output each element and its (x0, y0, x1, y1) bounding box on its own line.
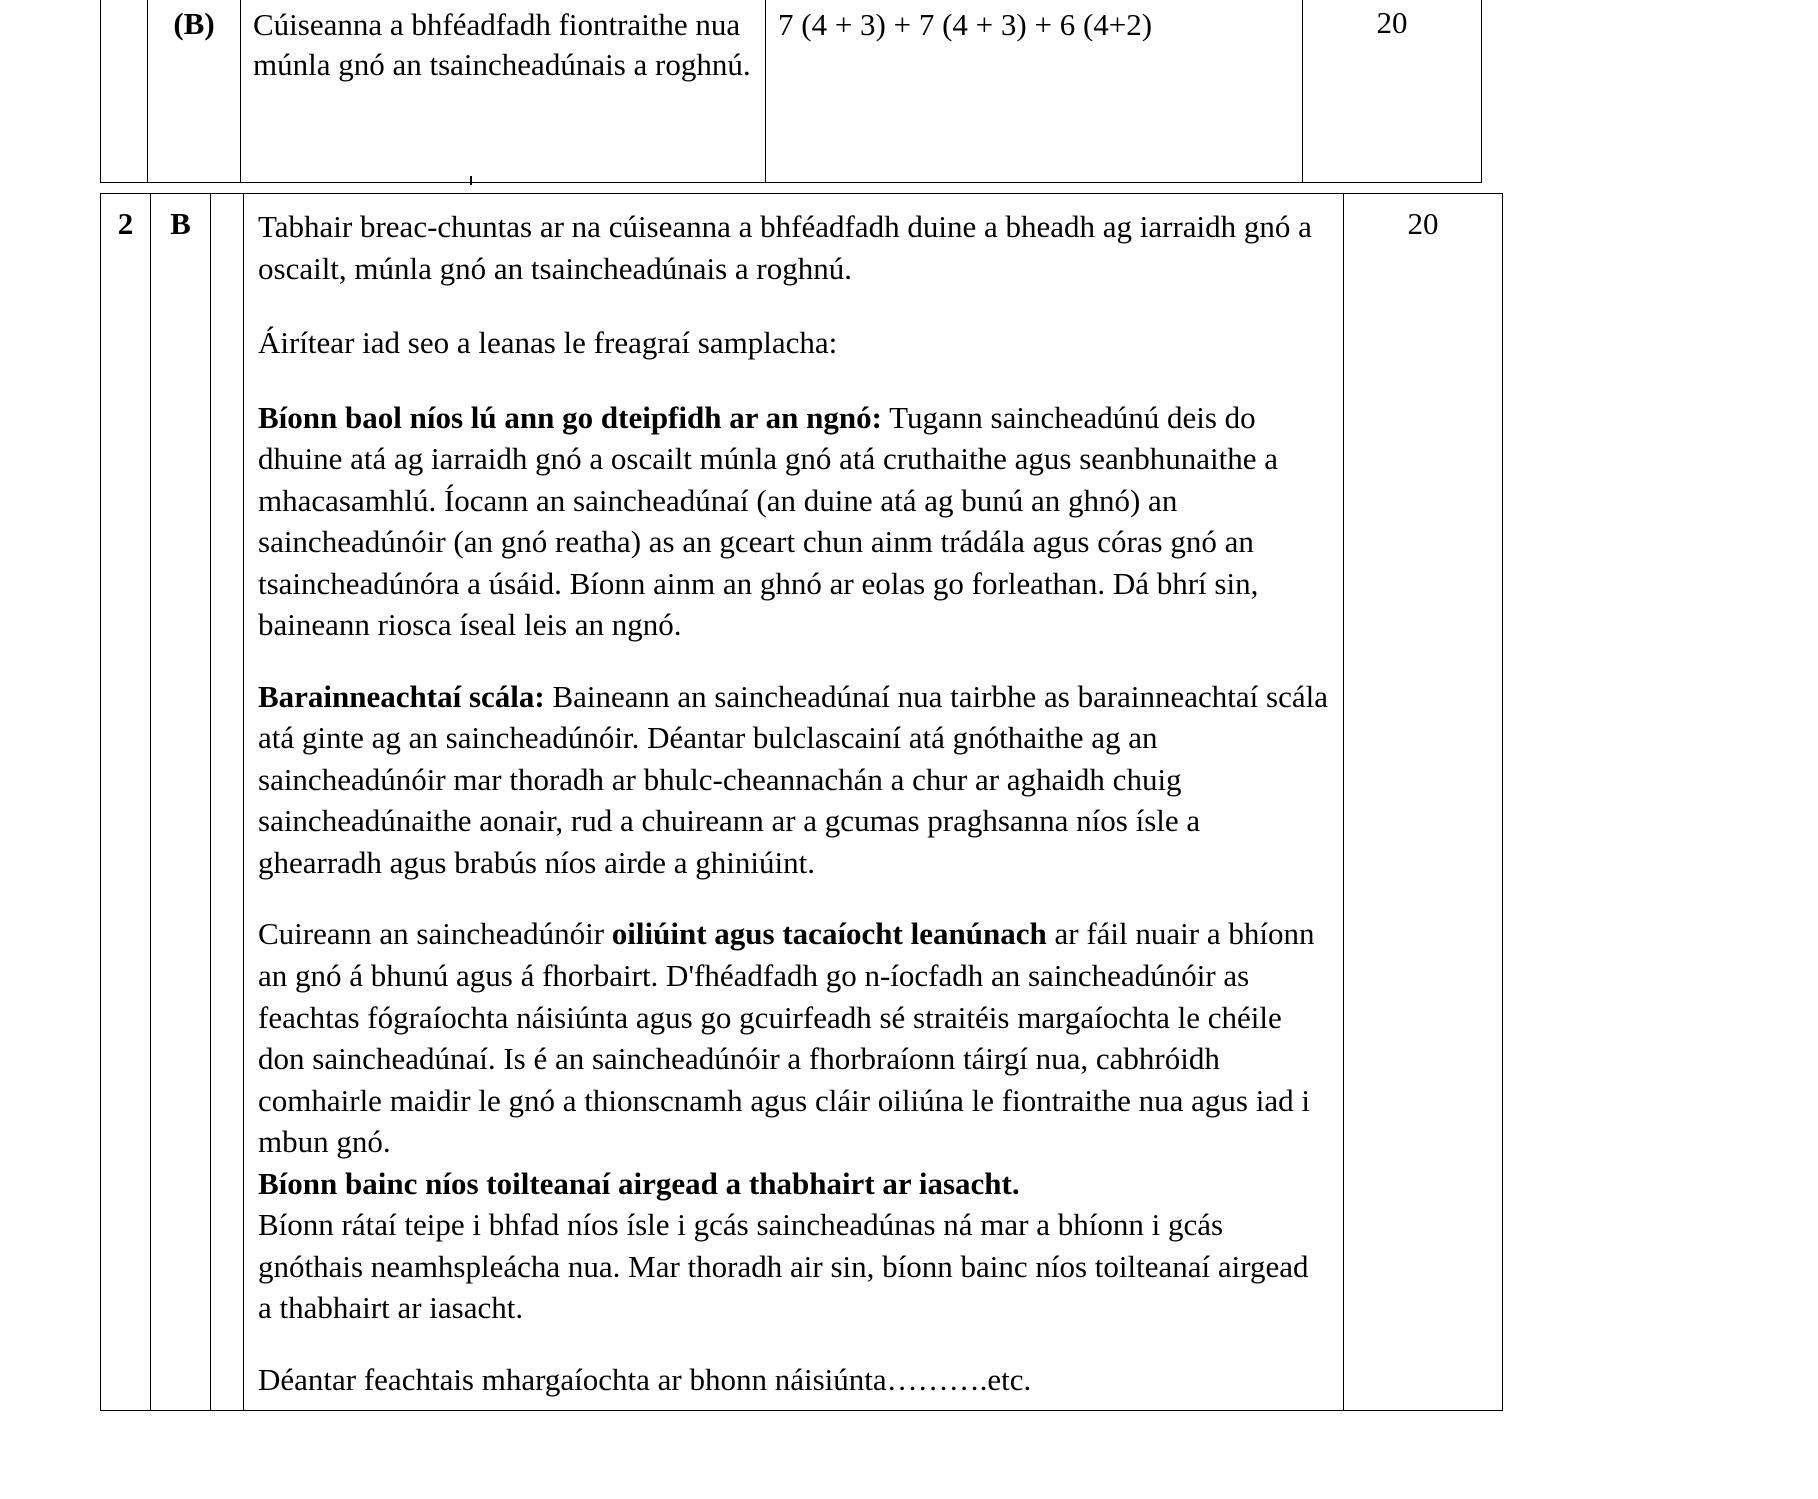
part-description: Cúiseanna a bhféadfadh fiontraithe nua múnla gnó an tsaincheadúnais a roghnú. (253, 7, 751, 83)
marking-scheme-table-main (100, 193, 1503, 1411)
point-2-heading: Barainneachtaí scála: (258, 678, 545, 714)
top-row-formula-cell (766, 0, 1303, 183)
spacer (258, 1329, 1329, 1359)
answer-content (244, 194, 1343, 1410)
point-1-body: Tugann saincheadúnú deis do dhuine atá ag iarraidh gnó a oscailt múnla gnó atá cruthaithe agus seanbhunaithe a mhacasamhlú. Íocann an saincheadúnaí (an duine atá ag bunú an ghnó) an saincheadúnóir (an gnó reatha) as an gceart chun ainm trádála agus córas gnó an tsaincheadúnóra a úsáid. Bíonn ainm an ghnó ar eolas go forleathan. Dá bhrí sin, baineann riosca íseal leis an ngnó. (258, 399, 1279, 643)
question-number-cell (101, 194, 151, 1411)
answer-point-2 (258, 676, 1329, 884)
answer-point-4-body: Bíonn rátaí teipe i bhfad níos ísle i gcás saincheadúnas ná mar a bhíonn i gcás gnóthais neamhspleácha nua. Mar thoradh air sin, bíonn bainc níos toilteanaí airgead a thabhairt ar iasacht. (258, 1207, 1309, 1326)
stray-mark (470, 176, 472, 185)
marking-scheme-table-top (100, 0, 1482, 183)
top-row-marks-cell (1303, 0, 1482, 183)
answer-point-4-heading (258, 1163, 1329, 1205)
question-part-cell (151, 194, 211, 1411)
question-intro: Tabhair breac-chuntas ar na cúiseanna a bhféadfadh duine a bheadh ag iarraidh gnó a oscailt, múnla gnó an tsaincheadúnais a roghnú. (258, 209, 1312, 286)
marking-formula: 7 (4 + 3) + 7 (4 + 3) + 6 (4+2) (778, 7, 1153, 42)
main-marks-cell (1344, 194, 1503, 1411)
question-subpart (211, 194, 243, 206)
spacer (258, 883, 1329, 913)
answer-point-3 (258, 913, 1329, 1162)
sample-answers-intro: Áirítear iad seo a leanas le freagraí samplacha: (258, 325, 838, 361)
top-row-question-number-cell (101, 0, 148, 183)
point-3-prefix: Cuireann an saincheadúnóir (258, 916, 612, 952)
table-row (101, 0, 1482, 183)
marks-value: 20 (1376, 5, 1408, 40)
point-1-heading: Bíonn baol níos lú ann go dteipfidh ar an ngnó: (258, 399, 882, 435)
top-row-part-label-cell (148, 0, 241, 183)
top-row-description-cell (241, 0, 766, 183)
point-2-body: Baineann an saincheadúnaí nua tairbhe as barainneachtaí scála atá ginte ag an saincheadúnóir. Déantar bulclascainí atá gnóthaithe ag an saincheadúnóir mar thoradh ar bhulc-cheannachán a chur ar aghaidh chuig saincheadúnaithe aonair, rud a chuireann ar a gcumas praghsanna níos ísle a ghearradh agus brabús níos airde a ghiniúint. (258, 678, 1328, 880)
answer-closing: Déantar feachtais mhargaíochta ar bhonn náisiúnta……….etc. (258, 1361, 1032, 1397)
part-label: (B) (173, 6, 215, 41)
marks-value: 20 (1407, 206, 1439, 241)
table-row (101, 194, 1503, 1411)
point-3-emphasis: oiliúint agus tacaíocht leanúnach (611, 916, 1047, 952)
answer-content-cell (244, 194, 1344, 1411)
question-part: B (170, 206, 191, 241)
spacer (258, 364, 1329, 397)
spacer (258, 646, 1329, 676)
point-3-suffix: ar fáil nuair a bhíonn an gnó á bhunú agus á fhorbairt. D'fhéadfadh go n-íocfadh an saincheadúnóir as feachtas fógraíochta náisiúnta agus go gcuirfeadh sé straitéis margaíochta le chéile don saincheadúnaí. Is é an saincheadúnóir a fhorbraíonn táirgí nua, cabhróidh comhairle maidir le gnó a thionscnamh agus cláir oiliúna le fiontraithe nua agus iad i mbun gnó. (258, 916, 1315, 1160)
point-4-heading: Bíonn bainc níos toilteanaí airgead a thabhairt ar iasacht. (258, 1165, 1020, 1201)
question-subpart-cell (211, 194, 244, 1411)
question-number: 2 (117, 206, 134, 241)
spacer (258, 289, 1329, 322)
answer-point-1 (258, 397, 1329, 646)
